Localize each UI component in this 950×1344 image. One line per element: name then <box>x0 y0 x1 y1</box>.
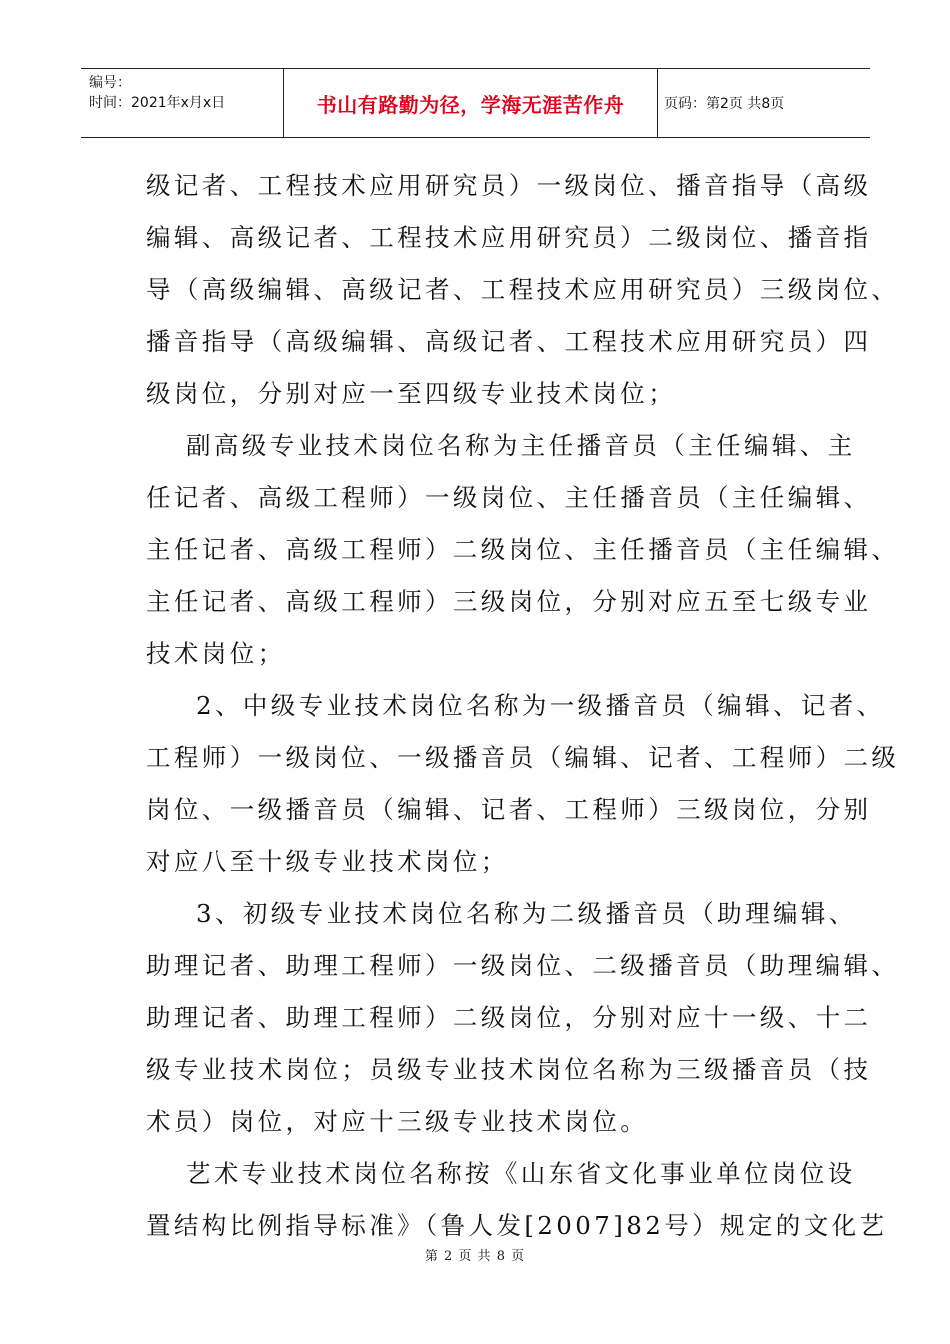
body-line: 级专业技术岗位；员级专业技术岗位名称为三级播音员（技 <box>146 1055 872 1084</box>
header-motto: 书山有路勤为径，学海无涯苦作舟 <box>316 92 625 117</box>
paragraph-start-line: 3、初级专业技术岗位名称为二级播音员（助理编辑、 <box>196 899 857 928</box>
body-line: 助理记者、助理工程师）二级岗位，分别对应十一级、十二 <box>146 1003 872 1032</box>
document-body <box>146 160 900 1252</box>
body-line: 对应八至十级专业技术岗位； <box>146 847 509 876</box>
body-line: 术员）岗位，对应十三级专业技术岗位。 <box>146 1107 649 1136</box>
body-line: 主任记者、高级工程师）三级岗位，分别对应五至七级专业 <box>146 587 872 616</box>
paragraph-start-line: 副高级专业技术岗位名称为主任播音员（主任编辑、主 <box>186 431 856 460</box>
body-line: 助理记者、助理工程师）一级岗位、二级播音员（助理编辑、 <box>146 951 900 980</box>
body-line: 导（高级编辑、高级记者、工程技术应用研究员）三级岗位、 <box>146 275 900 304</box>
document-header <box>81 68 870 138</box>
body-line: 技术岗位； <box>146 639 286 668</box>
paragraph-start-line: 2、中级专业技术岗位名称为一级播音员（编辑、记者、 <box>196 691 885 720</box>
header-page-info: 页码：第2页 共8页 <box>664 96 785 112</box>
body-line: 播音指导（高级编辑、高级记者、工程技术应用研究员）四 <box>146 327 872 356</box>
body-line: 编辑、高级记者、工程技术应用研究员）二级岗位、播音指 <box>146 223 872 252</box>
page-footer: 第 2 页 共 8 页 <box>424 1249 526 1264</box>
header-page-cell <box>658 69 870 137</box>
body-line: 岗位、一级播音员（编辑、记者、工程师）三级岗位，分别 <box>146 795 872 824</box>
body-line: 主任记者、高级工程师）二级岗位、主任播音员（主任编辑、 <box>146 535 900 564</box>
body-line: 级记者、工程技术应用研究员）一级岗位、播音指导（高级 <box>146 171 872 200</box>
body-line: 任记者、高级工程师）一级岗位、主任播音员（主任编辑、 <box>146 483 872 512</box>
document-date: 时间：2021年x月x日 <box>89 95 226 111</box>
body-line: 置结构比例指导标准》（鲁人发[2007]82号）规定的文化艺 <box>146 1211 888 1240</box>
body-line: 工程师）一级岗位、一级播音员（编辑、记者、工程师）二级 <box>146 743 900 772</box>
header-motto-cell <box>284 69 658 137</box>
document-number-label: 编号： <box>89 75 131 91</box>
header-meta <box>81 69 284 137</box>
body-line: 级岗位，分别对应一至四级专业技术岗位； <box>146 379 677 408</box>
paragraph-start-line: 艺术专业技术岗位名称按《山东省文化事业单位岗位设 <box>186 1159 856 1188</box>
